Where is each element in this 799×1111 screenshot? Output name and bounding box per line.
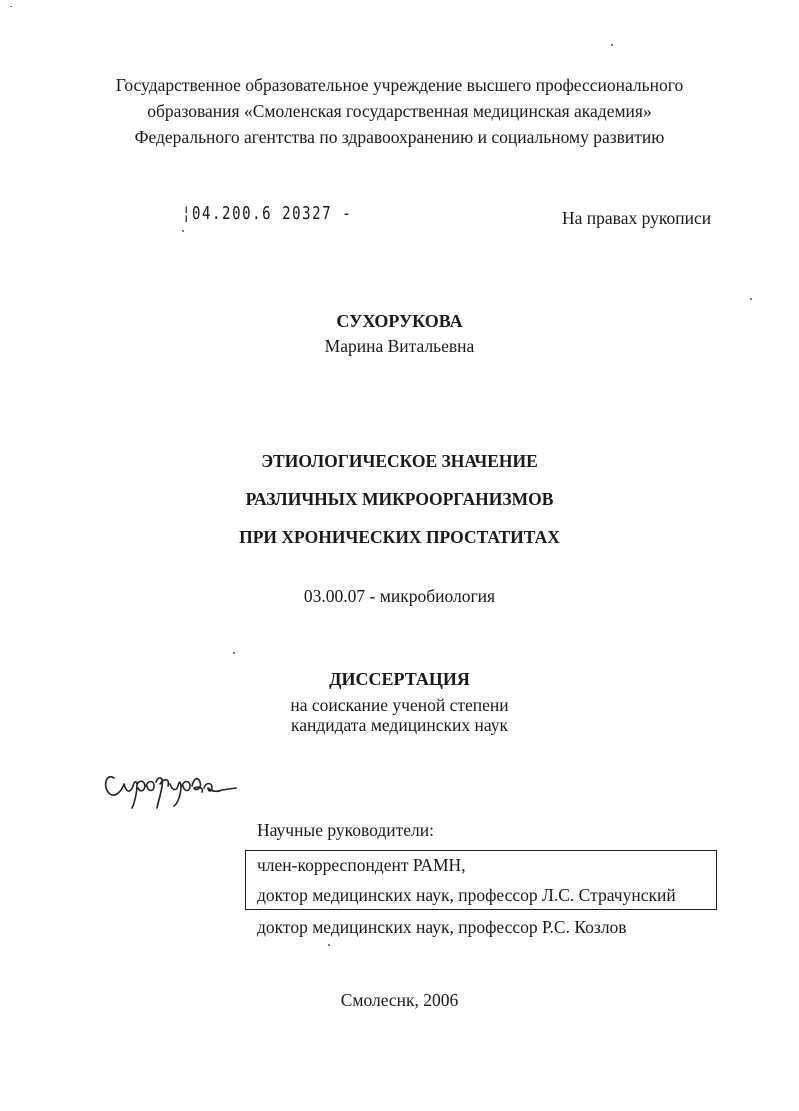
title-line-1: ЭТИОЛОГИЧЕСКОЕ ЗНАЧЕНИЕ bbox=[261, 451, 538, 471]
author-surname: СУХОРУКОВА bbox=[336, 311, 463, 331]
supervisors-label: Научные руководители: bbox=[257, 820, 434, 840]
title-line-3: ПРИ ХРОНИЧЕСКИХ ПРОСТАТИТАХ bbox=[239, 527, 560, 547]
author-given-name: Марина Витальевна bbox=[324, 336, 475, 356]
dissertation-title bbox=[0, 450, 799, 564]
city-year: Смолеснк, 2006 bbox=[340, 990, 459, 1010]
supervisor-line-1: член-корреспондент РАМН, bbox=[257, 855, 466, 875]
supervisor-line-2: доктор медицинских наук, профессор Л.С. Страчунский bbox=[257, 885, 676, 905]
degree-line-2: кандидата медицинских наук bbox=[290, 715, 509, 735]
scan-speck bbox=[233, 652, 235, 654]
author-signature bbox=[100, 758, 240, 810]
institution-line-3: Федерального агентства по здравоохранению и социальному развитию bbox=[134, 127, 665, 147]
degree-description bbox=[0, 695, 799, 735]
registration-number: ¦04.200.6 20327 - bbox=[182, 203, 353, 224]
institution-header bbox=[0, 72, 799, 150]
specialty-code: 03.00.07 - микробиология bbox=[303, 586, 496, 606]
rights-notice: На правах рукописи bbox=[562, 208, 712, 228]
scan-speck bbox=[328, 944, 330, 946]
scan-speck bbox=[182, 230, 184, 232]
institution-line-1: Государственное образовательное учреждение высшего профессионального bbox=[115, 75, 684, 95]
supervisor-line-3: доктор медицинских наук, профессор Р.С. Козлов bbox=[257, 917, 627, 937]
scan-speck bbox=[10, 6, 12, 7]
scan-speck bbox=[611, 44, 613, 46]
document-type: ДИССЕРТАЦИЯ bbox=[329, 669, 470, 689]
title-line-2: РАЗЛИЧНЫХ МИКРООРГАНИЗМОВ bbox=[245, 489, 554, 509]
scan-speck bbox=[750, 298, 752, 300]
institution-line-2: образования «Смоленская государственная медицинская академия» bbox=[147, 101, 652, 121]
degree-line-1: на соискание ученой степени bbox=[290, 695, 509, 715]
